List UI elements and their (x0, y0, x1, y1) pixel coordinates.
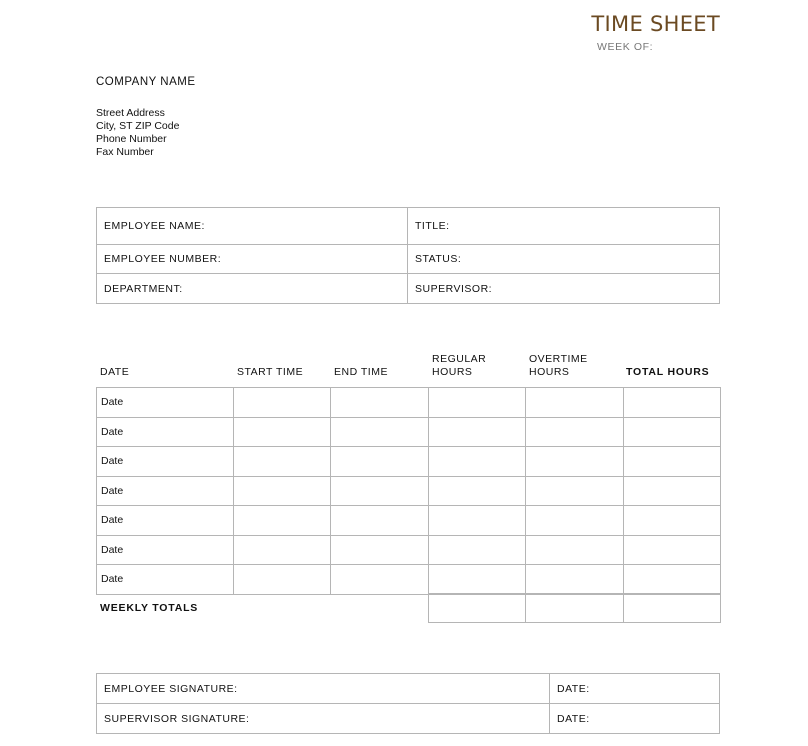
signature-table (96, 673, 720, 734)
weekly-total-regular-cell[interactable] (429, 594, 526, 623)
column-header-total-hours: TOTAL HOURS (626, 366, 710, 378)
column-header-start-time: START TIME (237, 366, 304, 378)
end-time-cell[interactable] (331, 447, 428, 477)
employee-date-field[interactable]: DATE: (550, 674, 720, 704)
company-name: COMPANY NAME (96, 76, 196, 88)
column-header-date: DATE (100, 366, 130, 378)
page-title: TIME SHEET (591, 12, 720, 36)
phone-number: Phone Number (96, 133, 167, 145)
date-cell[interactable]: Date (97, 447, 234, 477)
total-hours-cell[interactable] (623, 565, 720, 595)
date-cell[interactable]: Date (97, 417, 234, 447)
supervisor-date-field[interactable]: DATE: (550, 704, 720, 734)
table-row (97, 535, 721, 565)
regular-hours-cell[interactable] (428, 388, 525, 418)
weekly-totals-label: WEEKLY TOTALS (100, 602, 199, 614)
date-cell[interactable]: Date (97, 535, 234, 565)
overtime-hours-cell[interactable] (526, 447, 623, 477)
overtime-hours-line-2: HOURS (529, 366, 570, 378)
overtime-hours-line-1: OVERTIME (529, 353, 588, 365)
overtime-hours-cell[interactable] (526, 476, 623, 506)
employee-name-field[interactable]: EMPLOYEE NAME: (97, 208, 408, 245)
table-row (97, 506, 721, 536)
total-hours-cell[interactable] (623, 447, 720, 477)
start-time-cell[interactable] (234, 535, 331, 565)
week-of-label: WEEK OF: (597, 41, 654, 53)
title-field[interactable]: TITLE: (408, 208, 720, 245)
start-time-cell[interactable] (234, 388, 331, 418)
employee-signature-field[interactable]: EMPLOYEE SIGNATURE: (97, 674, 550, 704)
date-cell[interactable]: Date (97, 565, 234, 595)
table-row (97, 565, 721, 595)
regular-hours-line-1: REGULAR (432, 353, 487, 365)
fax-number: Fax Number (96, 146, 154, 158)
table-row (97, 447, 721, 477)
regular-hours-cell[interactable] (428, 476, 525, 506)
company-address (96, 107, 179, 159)
supervisor-field[interactable]: SUPERVISOR: (408, 274, 720, 304)
regular-hours-cell[interactable] (428, 506, 525, 536)
overtime-hours-cell[interactable] (526, 565, 623, 595)
column-header-regular-hours (432, 353, 486, 379)
street-address: Street Address (96, 107, 165, 119)
start-time-cell[interactable] (234, 417, 331, 447)
overtime-hours-cell[interactable] (526, 388, 623, 418)
end-time-cell[interactable] (331, 388, 428, 418)
total-hours-cell[interactable] (623, 417, 720, 447)
department-field[interactable]: DEPARTMENT: (97, 274, 408, 304)
regular-hours-cell[interactable] (428, 417, 525, 447)
total-hours-cell[interactable] (623, 388, 720, 418)
regular-hours-cell[interactable] (428, 447, 525, 477)
timesheet-grid (96, 387, 721, 595)
overtime-hours-cell[interactable] (526, 506, 623, 536)
column-header-end-time: END TIME (334, 366, 388, 378)
date-cell[interactable]: Date (97, 476, 234, 506)
end-time-cell[interactable] (331, 565, 428, 595)
start-time-cell[interactable] (234, 506, 331, 536)
regular-hours-cell[interactable] (428, 565, 525, 595)
overtime-hours-cell[interactable] (526, 417, 623, 447)
start-time-cell[interactable] (234, 447, 331, 477)
table-row (97, 417, 721, 447)
end-time-cell[interactable] (331, 506, 428, 536)
city-state-zip: City, ST ZIP Code (96, 120, 180, 132)
end-time-cell[interactable] (331, 417, 428, 447)
supervisor-signature-field[interactable]: SUPERVISOR SIGNATURE: (97, 704, 550, 734)
start-time-cell[interactable] (234, 476, 331, 506)
weekly-totals-row (428, 593, 721, 623)
regular-hours-line-2: HOURS (432, 366, 473, 378)
regular-hours-cell[interactable] (428, 535, 525, 565)
weekly-total-overtime-cell[interactable] (526, 594, 623, 623)
total-hours-cell[interactable] (623, 535, 720, 565)
status-field[interactable]: STATUS: (408, 245, 720, 274)
overtime-hours-cell[interactable] (526, 535, 623, 565)
weekly-total-hours-cell[interactable] (623, 594, 720, 623)
end-time-cell[interactable] (331, 535, 428, 565)
start-time-cell[interactable] (234, 565, 331, 595)
total-hours-cell[interactable] (623, 506, 720, 536)
table-row (97, 388, 721, 418)
employee-info-table (96, 207, 720, 304)
column-header-overtime-hours (529, 353, 588, 379)
date-cell[interactable]: Date (97, 388, 234, 418)
date-cell[interactable]: Date (97, 506, 234, 536)
employee-number-field[interactable]: EMPLOYEE NUMBER: (97, 245, 408, 274)
table-row (97, 476, 721, 506)
total-hours-cell[interactable] (623, 476, 720, 506)
end-time-cell[interactable] (331, 476, 428, 506)
